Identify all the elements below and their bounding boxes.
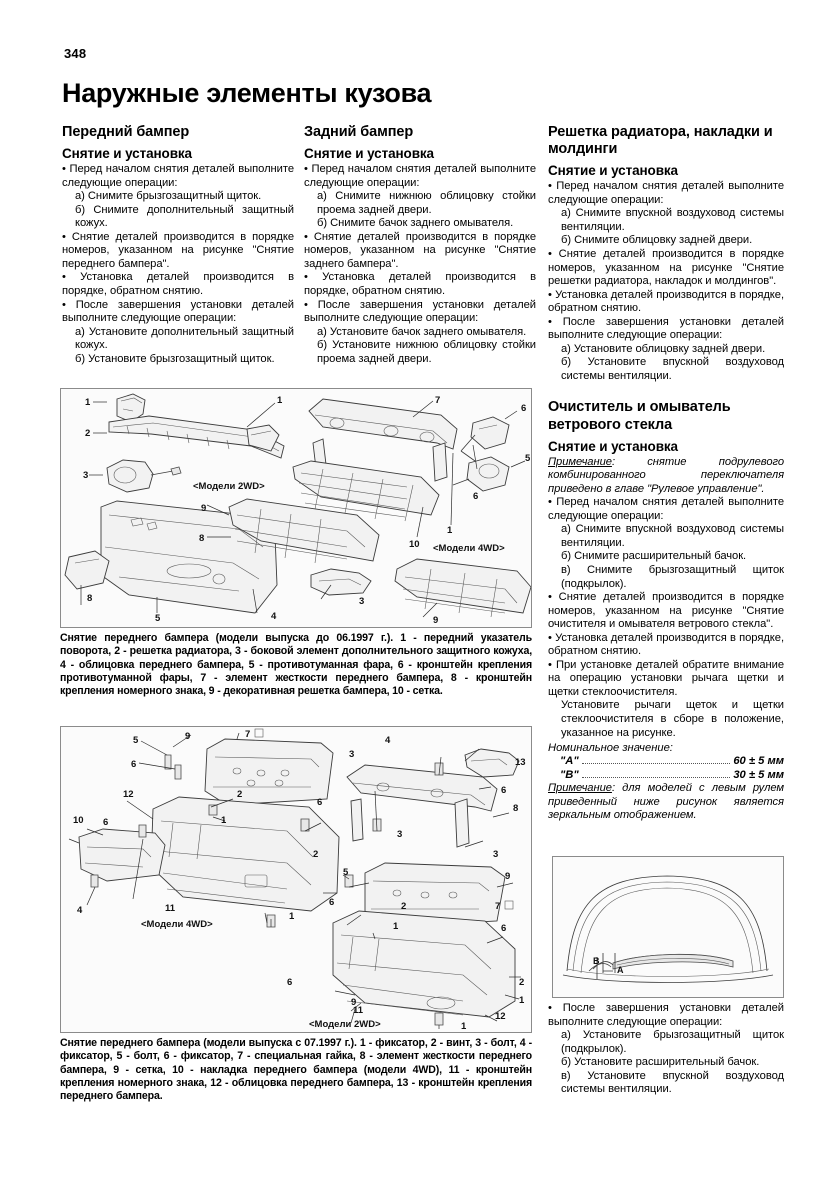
step-4a: а) Установите дополнительный защитный кожух. — [75, 325, 294, 352]
svg-text:6: 6 — [473, 491, 479, 502]
step-2b: б) Снимите бачок заднего омывателя. — [317, 217, 514, 230]
step-2a: а) Снимите нижнюю облицовку стойки проема задней двери. — [317, 190, 536, 216]
paragraph-install-order-1: • Установка деталей производится в порядке, обратном снятию. — [62, 271, 294, 298]
svg-text:12: 12 — [495, 1011, 506, 1022]
model-tag-4wd-fig2: <Модели 4WD> — [141, 919, 213, 930]
svg-text:3: 3 — [397, 829, 403, 840]
step-1a: а) Снимите брызгозащитный щиток. — [75, 190, 262, 203]
note-lhd-mirror — [548, 782, 784, 823]
dim-label-b: B — [593, 956, 600, 966]
step-4-1v: в) Снимите брызгозащитный щиток (подкрылок). — [561, 564, 784, 590]
step-4-1b: б) Снимите расширительный бачок. — [561, 550, 747, 563]
spec-title-nominal-value: Номинальное значение: — [548, 742, 673, 755]
svg-text:2: 2 — [401, 901, 407, 912]
svg-text:1: 1 — [277, 395, 283, 406]
step-2-4a: а) Установите бачок заднего омывателя. — [317, 325, 527, 338]
svg-text:5: 5 — [525, 453, 531, 464]
leader-dots-a — [582, 763, 731, 764]
section-title-front-bumper: Передний бампер — [62, 124, 190, 140]
svg-text:9: 9 — [433, 615, 439, 626]
svg-text:8: 8 — [199, 533, 205, 544]
subsection-removal-install-4: Снятие и установка — [548, 438, 678, 454]
subsection-removal-install-2: Снятие и установка — [304, 146, 434, 162]
paragraph-removal-order-1: • Снятие деталей производится в порядке номеров, указанном на рисунке "Снятие переднего бампера". — [62, 230, 294, 270]
step-1b: б) Снимите дополнительный защитный кожух. — [75, 203, 294, 230]
column-wiper-post-install — [548, 1002, 784, 1097]
svg-text:1: 1 — [85, 397, 91, 408]
paragraph-pre-removal-1: • Перед началом снятия деталей выполните следующие операции: — [62, 163, 294, 189]
svg-text:2: 2 — [85, 428, 91, 439]
spec-row-a — [548, 754, 784, 768]
spec-b-label: "B" — [560, 769, 579, 782]
paragraph-post-install-3: • После завершения установки деталей выполните следующие операции: — [548, 315, 784, 342]
step-2-4b: б) Установите нижнюю облицовку стойки проема задней двери. — [317, 339, 536, 365]
step-4-6v: в) Установите впускной воздуховод системы вентиляции. — [561, 1069, 784, 1096]
paragraph-install-order-2: • Установка деталей производится в порядке, обратном снятию. — [304, 271, 536, 298]
figure-2-drawing — [61, 727, 531, 1032]
spec-a-value: 60 ± 5 мм — [733, 755, 784, 768]
subsection-removal-install-3: Снятие и установка — [548, 163, 678, 179]
svg-text:6: 6 — [501, 785, 507, 796]
paragraph-removal-order-4: • Снятие деталей производится в порядке номеров, указанном на рисунке "Снятие очистителя и омывателя ветрового стекла". — [548, 591, 784, 631]
svg-text:3: 3 — [359, 596, 365, 607]
svg-text:3: 3 — [349, 749, 355, 760]
svg-text:4: 4 — [385, 735, 391, 746]
svg-text:2: 2 — [519, 977, 525, 988]
column-grille-and-wipers — [548, 124, 784, 823]
svg-text:5: 5 — [343, 867, 349, 878]
svg-text:5: 5 — [155, 613, 161, 624]
model-tag-2wd-fig1: <Модели 2WD> — [193, 481, 265, 492]
svg-text:7: 7 — [435, 395, 441, 406]
svg-text:5: 5 — [133, 735, 139, 746]
paragraph-removal-order-2: • Снятие деталей производится в порядке номеров, указанном на рисунке "Снятие заднего бампера". — [304, 230, 536, 270]
svg-text:4: 4 — [77, 905, 83, 916]
spec-row-b — [548, 768, 784, 782]
spec-a-label: "A" — [560, 755, 579, 768]
svg-text:7: 7 — [245, 729, 251, 740]
note-lead-1: Примечание — [548, 455, 612, 468]
svg-text:1: 1 — [447, 525, 453, 536]
paragraph-post-install-4: • После завершения установки деталей выполните следующие операции: — [548, 1002, 784, 1028]
note-text-1: : снятие подрулевого комбинированного переключателя приведено в главе "Рулевое управление". — [548, 455, 784, 495]
section-title-radiator-grille: Решетка радиатора, накладки и молдинги — [548, 124, 773, 158]
paragraph-post-install-1: • После завершения установки деталей выполните следующие операции: — [62, 298, 294, 325]
note-lead-2: Примечание — [548, 782, 612, 795]
step-3b: б) Снимите облицовку задней двери. — [561, 234, 753, 247]
svg-text:3: 3 — [83, 470, 89, 481]
svg-text:1: 1 — [519, 995, 525, 1006]
svg-text:11: 11 — [165, 903, 176, 914]
note-text-2: : для моделей с левым рулем приведенный ниже рисунок является зеркальным отображением. — [548, 782, 784, 822]
svg-text:10: 10 — [73, 815, 84, 826]
figure-front-bumper-exploded-pre-1997 — [60, 388, 532, 628]
figure-wiper-blade-position — [552, 856, 784, 998]
svg-text:6: 6 — [103, 817, 109, 828]
paragraph-pre-removal-3: • Перед началом снятия деталей выполните следующие операции: — [548, 180, 784, 206]
svg-text:8: 8 — [87, 593, 93, 604]
svg-text:9: 9 — [201, 503, 207, 514]
dim-label-a: A — [617, 965, 624, 975]
svg-text:10: 10 — [409, 539, 420, 550]
svg-text:9: 9 — [351, 997, 357, 1008]
section-title-windshield-wiper-washer: Очиститель и омыватель ветрового стекла — [548, 399, 731, 433]
model-tag-4wd-fig1: <Модели 4WD> — [433, 543, 505, 554]
svg-text:1: 1 — [289, 911, 295, 922]
paragraph-install-order-4: • Установка деталей производится в порядке, обратном снятию. — [548, 631, 784, 658]
column-rear-bumper — [304, 124, 536, 366]
svg-text:9: 9 — [185, 731, 191, 742]
svg-text:1: 1 — [461, 1021, 467, 1032]
step-4-1a: а) Снимите впускной воздуховод системы вентиляции. — [561, 523, 784, 549]
svg-text:1: 1 — [393, 921, 399, 932]
svg-text:9: 9 — [505, 871, 511, 882]
svg-text:6: 6 — [131, 759, 137, 770]
svg-text:8: 8 — [513, 803, 519, 814]
chapter-title: Наружные элементы кузова — [62, 78, 432, 108]
svg-text:2: 2 — [237, 789, 243, 800]
step-3a: а) Снимите впускной воздуховод системы вентиляции. — [561, 207, 784, 233]
step-4b: б) Установите брызгозащитный щиток. — [75, 352, 275, 365]
model-tag-2wd-fig2: <Модели 2WD> — [309, 1019, 381, 1030]
paragraph-post-install-2: • После завершения установки деталей выполните следующие операции: — [304, 298, 536, 325]
paragraph-pre-removal-2: • Перед началом снятия деталей выполните следующие операции: — [304, 163, 536, 189]
svg-text:7: 7 — [495, 901, 501, 912]
svg-text:6: 6 — [329, 897, 335, 908]
figure-1-caption: Снятие переднего бампера (модели выпуска до 06.1997 г.). 1 - передний указатель поворота, 2 - решетка радиатора, 3 - боковой элемент дополнительного защитного кожуха, 4 - облицовка переднего бампера, 5 - противотуманная фара, 6 - кронштейн крепления противотуманной фары, 7 - элемент жесткости переднего бампера, 8 - кронштейн крепления номерного знака, 9 - декоративная решетка бампера, 10 - сетка. — [60, 632, 532, 698]
svg-text:4: 4 — [271, 611, 277, 622]
svg-text:13: 13 — [515, 757, 526, 768]
svg-text:11: 11 — [353, 1005, 364, 1016]
svg-text:3: 3 — [493, 849, 499, 860]
step-4-6a: а) Установите брызгозащитный щиток (подкрылок). — [561, 1029, 784, 1055]
paragraph-wiper-arm-position: Установите рычаги щеток и щетки стеклоочистителя в сборе в положение, указанное на рисунке. — [561, 699, 784, 739]
step-3-4a: а) Установите облицовку задней двери. — [561, 342, 766, 355]
figure-front-bumper-exploded-post-1997 — [60, 726, 532, 1033]
subsection-removal-install-1: Снятие и установка — [62, 146, 192, 162]
figure-2-caption: Снятие переднего бампера (модели выпуска с 07.1997 г.). 1 - фиксатор, 2 - винт, 3 - болт, 4 - фиксатор, 5 - болт, 6 - фиксатор, 7 - специальная гайка, 8 - элемент жесткости переднего бампера, 9 - сетка, 10 - накладка переднего бампера (модели 4WD), 11 - кронштейн крепления номерного знака, 12 - облицовка переднего бампера, 13 - кронштейн крепления переднего бампера. — [60, 1037, 532, 1103]
paragraph-install-attention: • При установке деталей обратите внимание на операцию установки рычага щетки и щетки стеклоочистителя. — [548, 658, 784, 698]
step-3-4b: б) Установите впускной воздуховод системы вентиляции. — [561, 356, 784, 382]
paragraph-removal-order-3: • Снятие деталей производится в порядке номеров, указанном на рисунке "Снятие решетки радиатора, накладок и молдингов". — [548, 247, 784, 288]
step-4-6b: б) Установите расширительный бачок. — [561, 1056, 760, 1069]
svg-text:2: 2 — [313, 849, 319, 860]
svg-text:1: 1 — [221, 815, 227, 826]
figure-3-drawing — [553, 857, 783, 997]
column-front-bumper — [62, 124, 294, 366]
svg-text:6: 6 — [317, 797, 323, 808]
svg-text:6: 6 — [287, 977, 293, 988]
spec-b-value: 30 ± 5 мм — [733, 769, 784, 782]
svg-text:6: 6 — [521, 403, 527, 414]
svg-text:6: 6 — [501, 923, 507, 934]
svg-text:12: 12 — [123, 789, 134, 800]
figure-1-drawing — [61, 389, 531, 627]
leader-dots-b — [582, 777, 731, 778]
note-steering-switch — [548, 456, 784, 497]
paragraph-pre-removal-4: • Перед началом снятия деталей выполните следующие операции: — [548, 496, 784, 522]
paragraph-install-order-3: • Установка деталей производится в порядке, обратном снятию. — [548, 288, 784, 315]
section-title-rear-bumper: Задний бампер — [304, 124, 414, 140]
page-number: 348 — [64, 46, 87, 61]
